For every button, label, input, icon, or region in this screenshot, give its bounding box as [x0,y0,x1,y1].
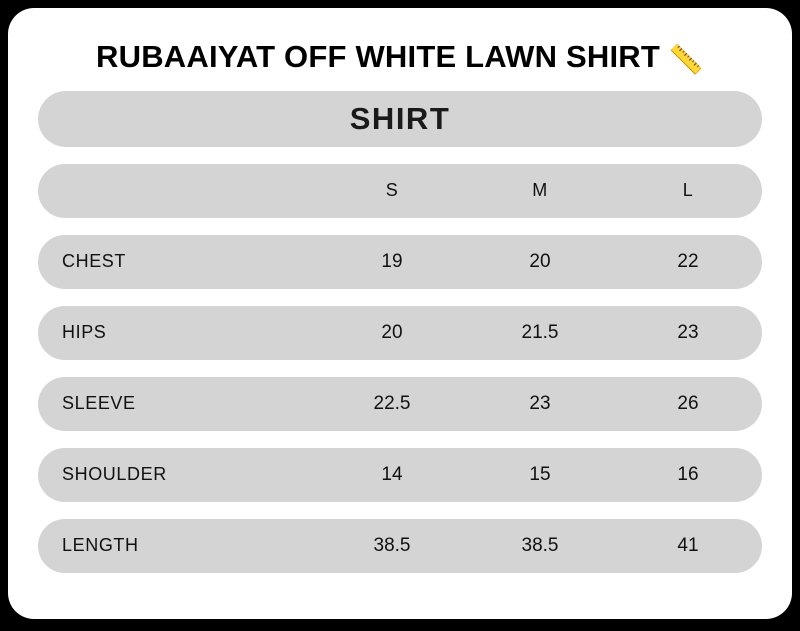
table-row [38,377,762,431]
table-header-row [38,164,762,218]
measurement-value-s: 14 [381,463,403,485]
measurement-value-s: 38.5 [373,534,411,556]
measurement-value-m: 38.5 [521,534,559,556]
measurement-value-m: 21.5 [521,321,559,343]
measurement-label: SHOULDER [62,464,167,485]
measurement-label: CHEST [62,251,127,272]
tape-measure-icon: 📏 [668,44,704,75]
page-title-text: RUBAAIYAT OFF WHITE LAWN SHIRT [96,39,661,74]
measurement-value-l: 23 [677,321,699,343]
measurement-value-m: 15 [529,463,551,485]
measurement-value-s: 20 [381,321,403,343]
measurement-value-l: 26 [677,392,699,414]
table-row [38,448,762,502]
measurement-value-l: 22 [677,250,699,272]
table-header-size-m: M [532,180,548,201]
measurement-value-s: 22.5 [373,392,411,414]
table-header-size-s: S [385,180,399,201]
measurement-value-m: 20 [529,250,551,272]
size-chart-card [8,8,792,619]
measurement-label: HIPS [62,322,107,343]
garment-banner-label: SHIRT [349,100,451,136]
measurement-value-l: 16 [677,463,699,485]
table-row [38,306,762,360]
measurement-value-s: 19 [381,250,403,272]
table-row [38,519,762,573]
measurement-label: LENGTH [62,535,139,556]
table-header-size-l: L [682,180,694,201]
measurement-value-l: 41 [677,534,699,556]
measurement-label: SLEEVE [62,393,136,414]
garment-banner [38,91,762,147]
page-title [38,38,762,77]
table-row [38,235,762,289]
measurement-value-m: 23 [529,392,551,414]
